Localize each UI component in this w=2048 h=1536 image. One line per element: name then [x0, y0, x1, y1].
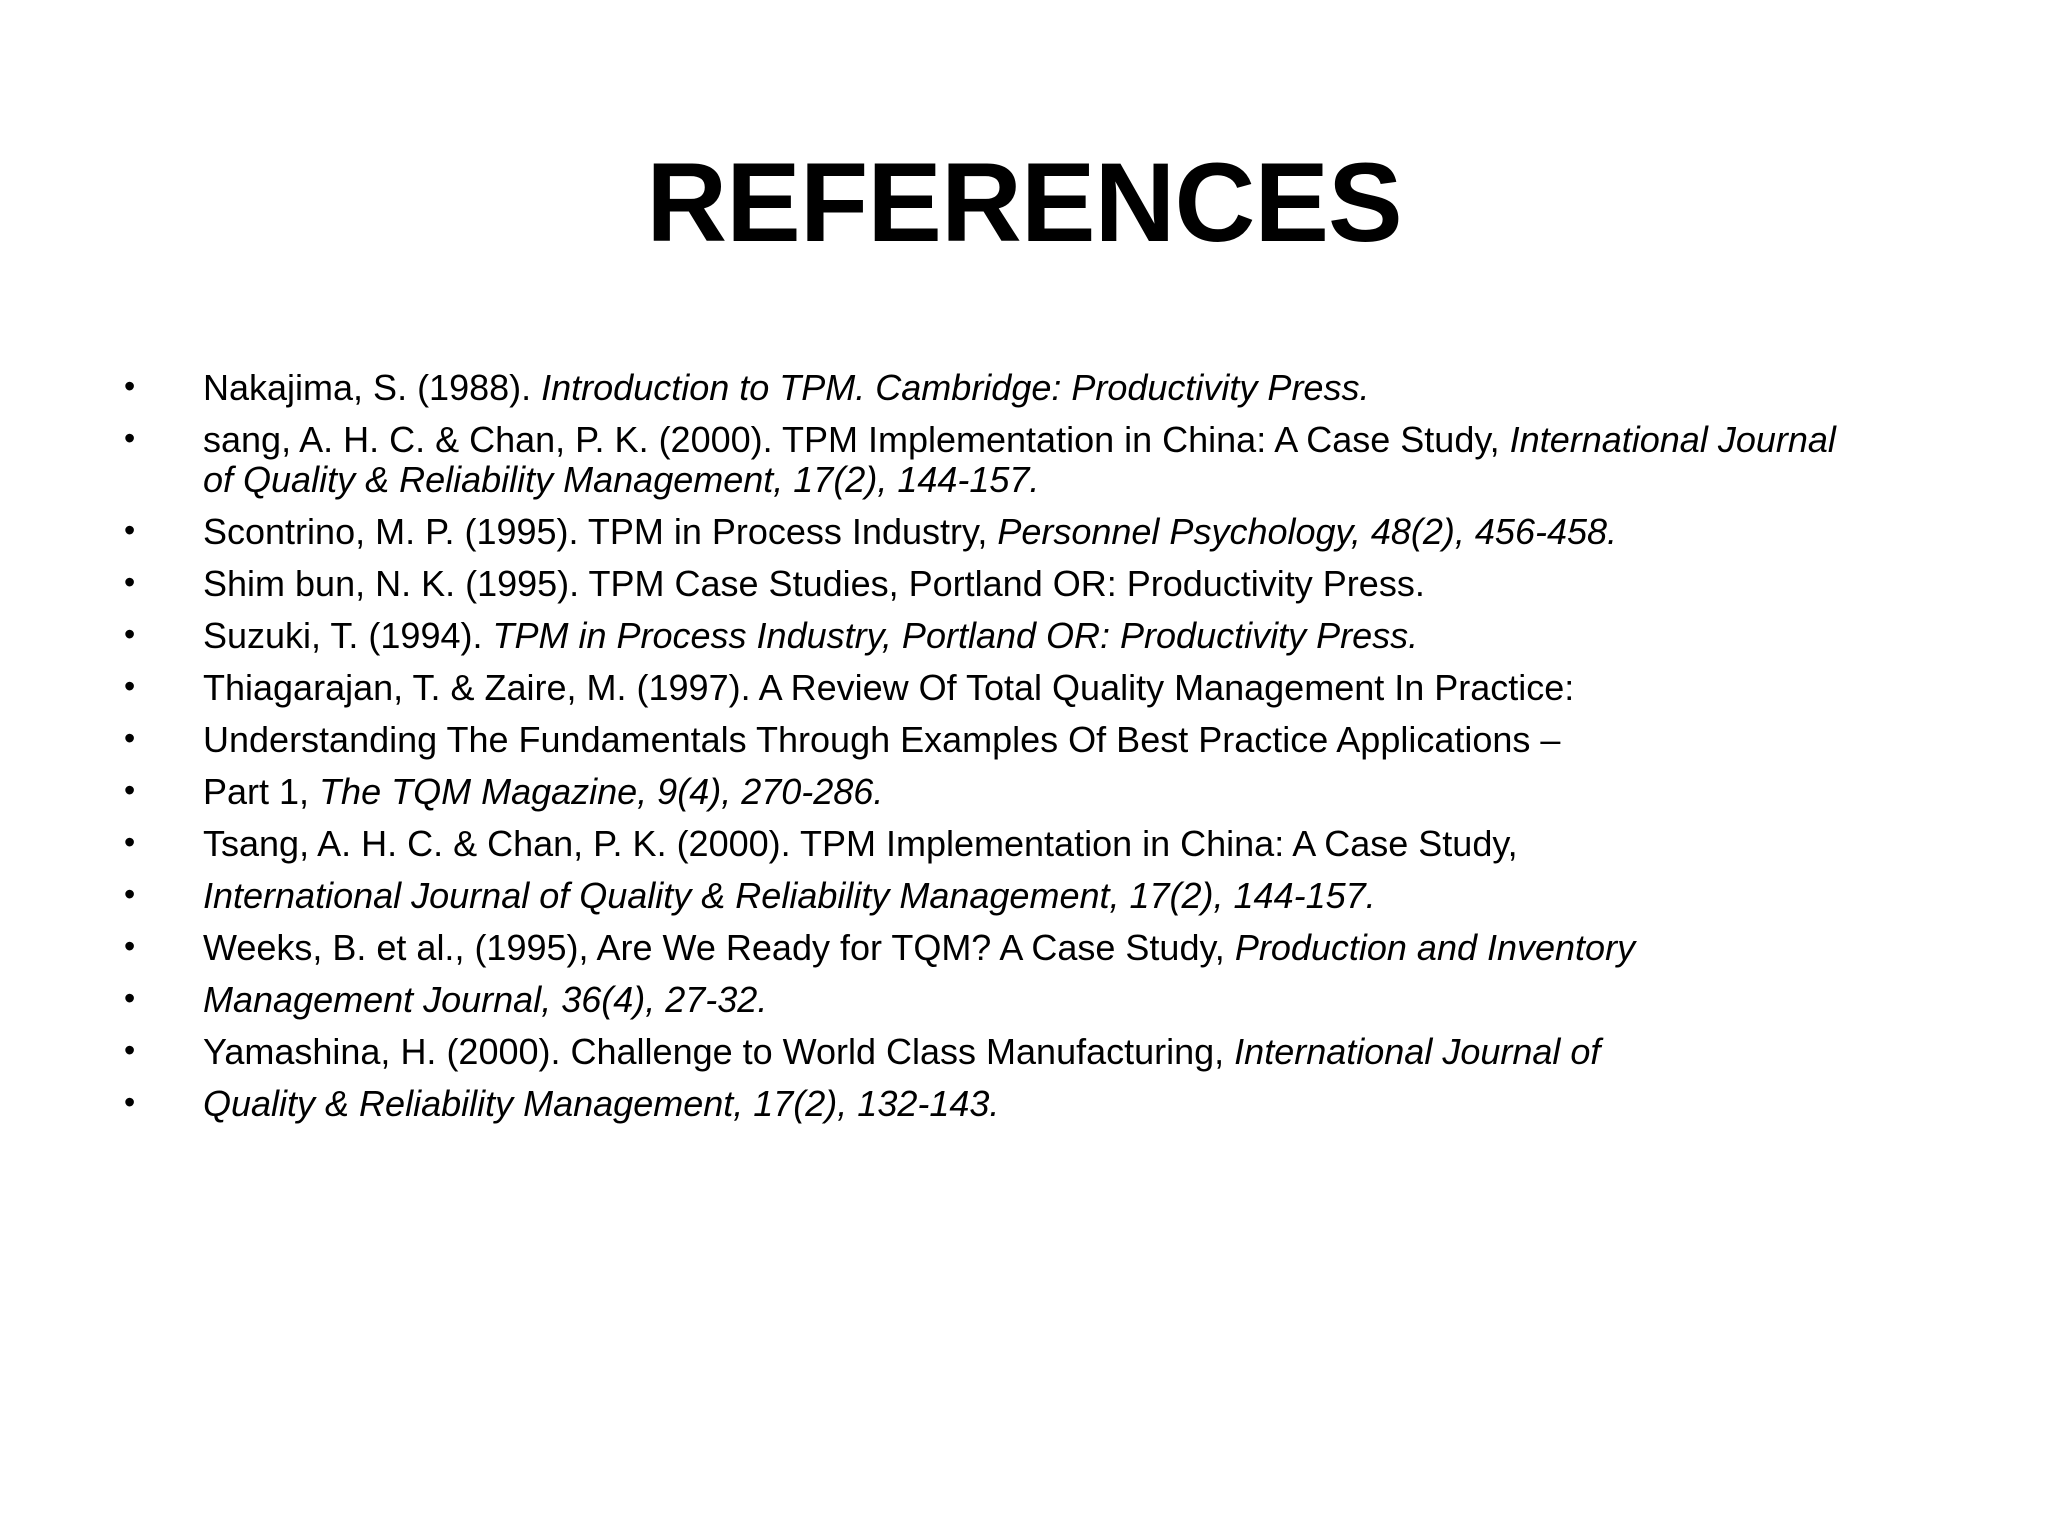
bullet-icon: •: [124, 928, 136, 964]
bullet-icon: •: [124, 980, 136, 1016]
reference-item: [120, 1084, 1860, 1124]
reference-item: [120, 772, 1860, 812]
reference-text: Suzuki, T. (1994).: [203, 615, 493, 656]
reference-item: [120, 928, 1860, 968]
reference-text: Scontrino, M. P. (1995). TPM in Process Industry,: [203, 511, 998, 552]
reference-text: sang, A. H. C. & Chan, P. K. (2000). TPM Implementation in China: A Case Study,: [203, 419, 1510, 460]
reference-item: [120, 668, 1860, 708]
reference-item: [120, 564, 1860, 604]
reference-text: Thiagarajan, T. & Zaire, M. (1997). A Review Of Total Quality Management In Practice:: [203, 667, 1575, 708]
reference-italic-text: Introduction to TPM. Cambridge: Productivity Press.: [541, 367, 1370, 408]
bullet-icon: •: [124, 368, 136, 404]
reference-item: [120, 1032, 1860, 1072]
reference-list: [120, 368, 1860, 1136]
bullet-icon: •: [124, 420, 136, 456]
reference-italic-text: International Journal of Quality & Reliability Management, 17(2), 144-157.: [203, 419, 1836, 500]
bullet-icon: •: [124, 512, 136, 548]
bullet-icon: •: [124, 1084, 136, 1120]
bullet-icon: •: [124, 668, 136, 704]
bullet-icon: •: [124, 564, 136, 600]
bullet-icon: •: [124, 824, 136, 860]
reference-item: [120, 824, 1860, 864]
reference-text: Yamashina, H. (2000). Challenge to World Class Manufacturing,: [203, 1031, 1235, 1072]
bullet-icon: •: [124, 772, 136, 808]
reference-italic-text: International Journal of Quality & Reliability Management, 17(2), 144-157.: [203, 875, 1376, 916]
reference-item: [120, 720, 1860, 760]
bullet-icon: •: [124, 720, 136, 756]
reference-text: Tsang, A. H. C. & Chan, P. K. (2000). TPM Implementation in China: A Case Study,: [203, 823, 1518, 864]
reference-italic-text: Quality & Reliability Management, 17(2), 132-143.: [203, 1083, 1000, 1124]
page-title: REFERENCES: [646, 140, 1402, 265]
reference-item: [120, 980, 1860, 1020]
bullet-icon: •: [124, 1032, 136, 1068]
reference-italic-text: Management Journal, 36(4), 27-32.: [203, 979, 768, 1020]
reference-item: [120, 876, 1860, 916]
bullet-icon: •: [124, 876, 136, 912]
reference-italic-text: International Journal of: [1234, 1031, 1601, 1072]
reference-item: [120, 368, 1860, 408]
reference-text: Understanding The Fundamentals Through Examples Of Best Practice Applications –: [203, 719, 1561, 760]
reference-italic-text: Production and Inventory: [1234, 927, 1636, 968]
reference-item: [120, 512, 1860, 552]
reference-text: Weeks, B. et al., (1995), Are We Ready for TQM? A Case Study,: [203, 927, 1235, 968]
reference-item: [120, 420, 1860, 500]
reference-text: Part 1,: [203, 771, 320, 812]
reference-item: [120, 616, 1860, 656]
reference-text: Nakajima, S. (1988).: [203, 367, 542, 408]
reference-italic-text: TPM in Process Industry, Portland OR: Productivity Press.: [492, 615, 1419, 656]
bullet-icon: •: [124, 616, 136, 652]
reference-text: Shim bun, N. K. (1995). TPM Case Studies, Portland OR: Productivity Press.: [203, 563, 1425, 604]
reference-italic-text: Personnel Psychology, 48(2), 456-458.: [997, 511, 1618, 552]
reference-italic-text: The TQM Magazine, 9(4), 270-286.: [319, 771, 884, 812]
